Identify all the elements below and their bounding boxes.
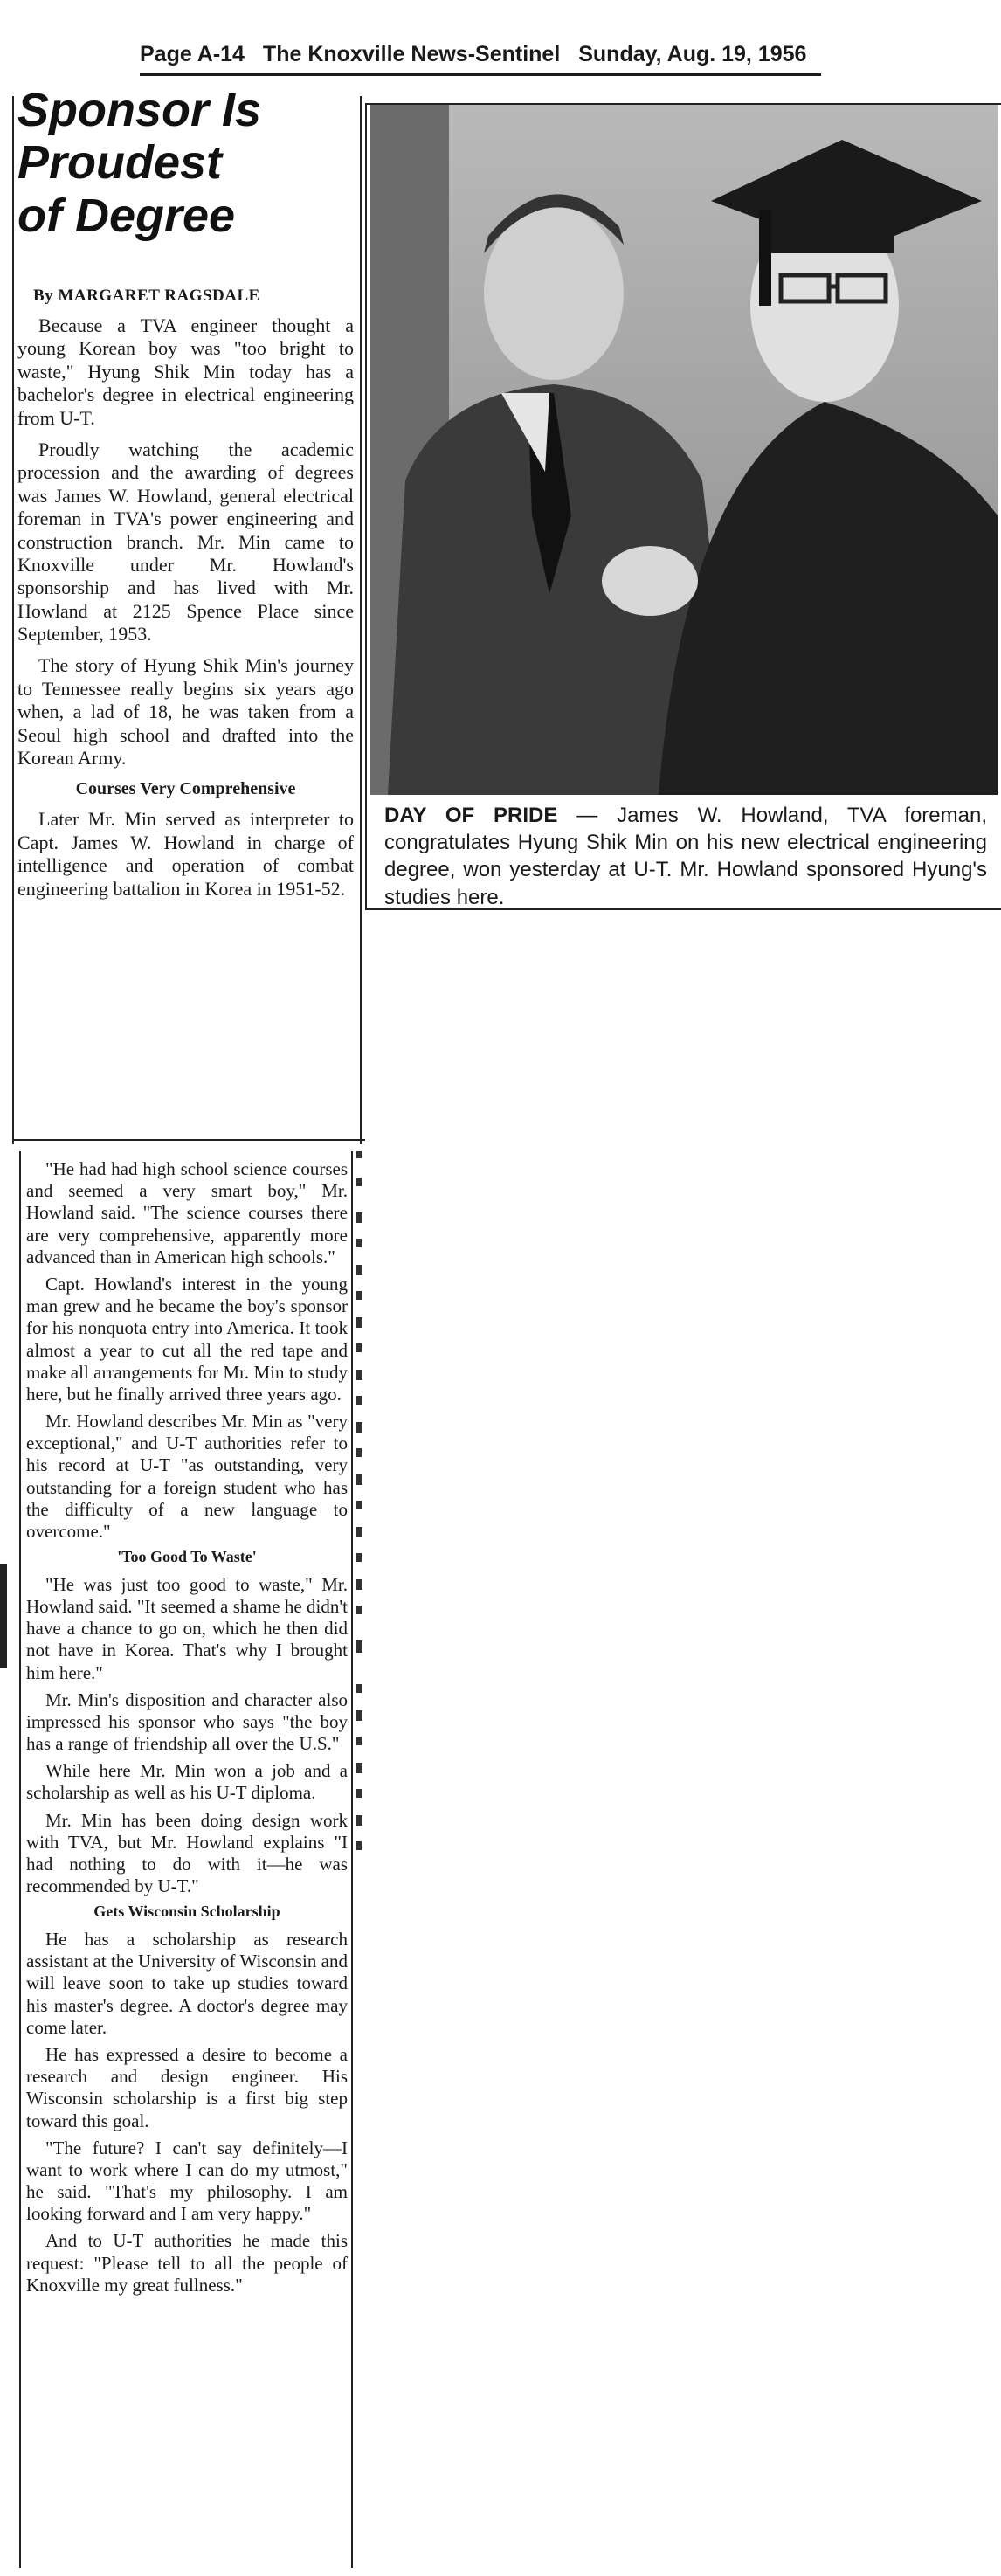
headline-line: Proudest: [17, 136, 223, 190]
photo-caption: [384, 802, 987, 911]
paragraph: Capt. Howland's interest in the young man grew and he became the boy's sponsor for his nonquota entry into America. It took almost a year to cut all the red tape and make all arrangements for Mr. Min to study here, but he finally arrived three years ago.: [26, 1273, 348, 1405]
newspaper-name: The Knoxville News-Sentinel: [262, 42, 561, 66]
article-column-1: [17, 314, 354, 909]
paragraph: Later Mr. Min served as interpreter to Capt. James W. Howland in charge of intelligence and operation of combat engineering battalion in Korea in 1951-52.: [17, 808, 354, 900]
subheading: Gets Wisconsin Scholarship: [93, 1903, 280, 1921]
paragraph: Mr. Howland describes Mr. Min as "very exceptional," and U-T authorities refer to his record at U-T "as outstanding, very outstanding for a foreign student who has the difficulty of a new language to overcome.": [26, 1411, 348, 1542]
article-column-2: [26, 1158, 348, 2302]
page-number: Page A-14: [140, 42, 245, 66]
subheading: 'Too Good To Waste': [117, 1548, 257, 1566]
page-edge-mark: [0, 1564, 7, 1668]
paragraph: The story of Hyung Shik Min's journey to Tennessee really begins six years ago when, a lad of 18, he was taken from a Seoul high school and drafted into the Korean Army.: [17, 654, 354, 770]
issue-date: Sunday, Aug. 19, 1956: [578, 42, 807, 66]
paragraph: And to U-T authorities he made this request: "Please tell to all the people of Knoxville my great fullness.": [26, 2230, 348, 2296]
paragraph: He has expressed a desire to become a research and design engineer. His Wisconsin scholarship is a first big step toward this goal.: [26, 2043, 348, 2131]
caption-text: — James W. Howland, TVA foreman, congratulates Hyung Shik Min on his new electrical engineering degree, won yesterday at U-T. Mr. Howland sponsored Hyung's studies here.: [384, 804, 988, 909]
paragraph: "The future? I can't say definitely—I want to work where I can do my utmost," he said. "That's my philosophy. I am looking forward and I am very happy.": [26, 2137, 348, 2225]
paragraph: While here Mr. Min won a job and a scholarship as well as his U-T diploma.: [26, 1760, 348, 1804]
adjacent-column-edge: [353, 1151, 367, 2007]
paragraph: "He had had high school science courses and seemed a very smart boy," Mr. Howland said. "The science courses there are very comprehensive, apparently more advanced than in American high schools.": [26, 1158, 348, 1267]
paragraph: He has a scholarship as research assistant at the University of Wisconsin and will leave soon to take up studies toward his master's degree. A doctor's degree may come later.: [26, 1929, 348, 2038]
headline-line: of Degree: [17, 189, 236, 242]
headline-line: Sponsor Is: [17, 84, 262, 136]
paragraph: Proudly watching the academic procession and the awarding of degrees was James W. Howland, general electrical foreman in TVA's power engineering and construction branch. Mr. Min came to Knoxville under Mr. Howland's sponsorship and has lived with Mr. Howland at 2125 Spence Place since September, 1953.: [17, 438, 354, 646]
dateline: [140, 35, 821, 76]
caption-lead: DAY OF PRIDE: [384, 804, 558, 827]
photo: [370, 105, 998, 795]
paragraph: Mr. Min has been doing design work with TVA, but Mr. Howland explains "I had nothing to do with it—he was recommended by U-T.": [26, 1809, 348, 1897]
paragraph: Because a TVA engineer thought a young Korean boy was "too bright to waste," Hyung Shik Min today has a bachelor's degree in electrical engineering from U-T.: [17, 314, 354, 429]
paragraph: "He was just too good to waste," Mr. Howland said. "It seemed a shame he didn't have a chance to go on, which he then did not have in Korea. That's why I brought him here.": [26, 1573, 348, 1683]
subheading: Courses Very Comprehensive: [75, 779, 296, 799]
column-rule: [12, 1139, 365, 1141]
byline: By MARGARET RAGSDALE: [33, 287, 260, 305]
headline: [17, 84, 349, 242]
paragraph: Mr. Min's disposition and character also impressed his sponsor who says "the boy has a range of friendship all over the U.S.": [26, 1689, 348, 1755]
